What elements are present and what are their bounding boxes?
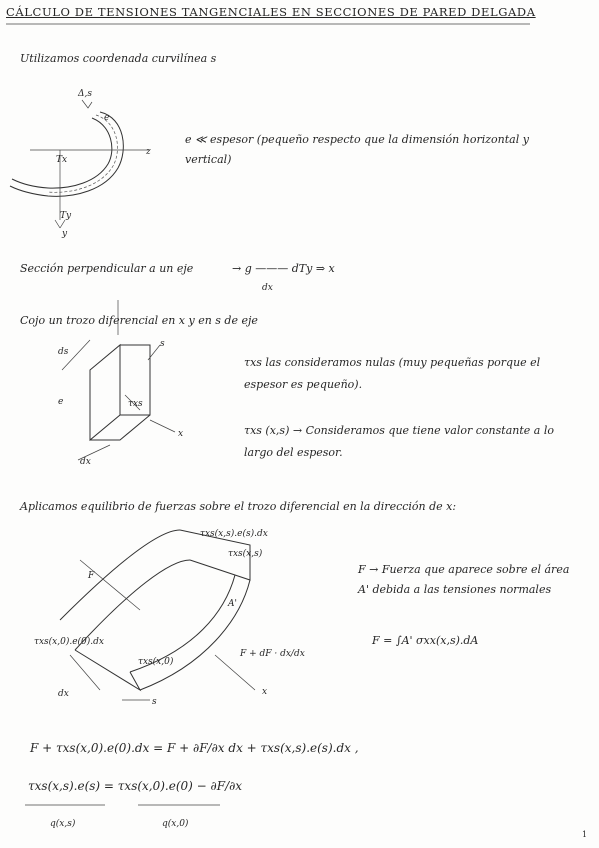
label-dx-element: dx <box>80 457 91 467</box>
section2-formula: → g ——— dTy ⇒ x <box>232 262 335 275</box>
q-x-s: q(x,s) <box>50 819 76 829</box>
x-axis-element <box>150 420 175 432</box>
intro-text: Utilizamos coordenada curvilínea s <box>20 52 217 65</box>
equilibrium-equation: F + τxs(x,0).e(0).dx = F + ∂F/∂x dx + τxs(x,s).e(s).dx , <box>30 741 359 755</box>
label-dx-4: dx <box>58 689 69 699</box>
strip-front-outer <box>140 580 250 690</box>
F-arrow <box>80 560 140 610</box>
label-x-element: x <box>178 429 184 439</box>
label-F-dF: F + dF · dx/dx <box>240 649 305 659</box>
label-y: y <box>62 229 68 239</box>
section2-dx: dx <box>262 283 273 293</box>
free-body-diagram <box>60 530 255 700</box>
thin-wall-section-diagram <box>10 100 150 228</box>
q-x-0: q(x,0) <box>162 819 189 829</box>
label-ds: ds <box>58 347 69 357</box>
label-e-element: e <box>58 397 64 407</box>
note-tau-null: τxs las consideramos nulas (muy pequeñas porque el espesor es pequeño). <box>244 356 541 391</box>
label-tx: Tx <box>56 155 68 165</box>
label-top-flow: τxs(x,s).e(s).dx <box>200 529 268 539</box>
page-number: 1 <box>582 830 588 839</box>
label-F: F <box>88 571 95 581</box>
dx-dim-4 <box>70 655 100 690</box>
force-definition: F → Fuerza que aparece sobre el área A' debida a las tensiones normales <box>358 563 570 596</box>
s-arrow <box>82 100 92 108</box>
label-s: s <box>160 339 165 349</box>
page-title: CÁLCULO DE TENSIONES TANGENCIALES EN SECCIONES DE PARED DELGADA <box>6 5 536 19</box>
label-left-flow: τxs(x,0).e(0).dx <box>34 637 104 647</box>
label-e: e <box>104 113 110 123</box>
label-tau-top: τxs(x,s) <box>228 549 263 559</box>
note-tau-constant: τxs (x,s) → Consideramos que tiene valor constante a lo largo del espesor. <box>244 424 554 459</box>
label-s-4: s <box>152 697 157 707</box>
shear-flow-equation: τxs(x,s).e(s) = τxs(x,0).e(0) − ∂F/∂x <box>28 779 243 793</box>
section3-text: Cojo un trozo diferencial en x y en s de eje <box>20 314 258 327</box>
strip-bottom-cut <box>75 650 140 690</box>
label-tau-mid: τxs(x,0) <box>138 657 174 667</box>
label-z: z <box>146 147 151 157</box>
force-integral: F = ∫A' σxx(x,s).dA <box>372 634 479 647</box>
element-bottom <box>90 415 150 440</box>
strip-back-edge-outer <box>60 530 180 620</box>
thickness-note: e ≪ espesor (pequeño respecto que la dimensión horizontal y vertical) <box>185 133 529 166</box>
label-x-4: x <box>262 687 268 697</box>
element-left-face <box>90 345 120 440</box>
section4-text: Aplicamos equilibrio de fuerzas sobre el trozo diferencial en la dirección de x: <box>20 500 457 513</box>
label-ty: Ty <box>60 211 72 221</box>
label-delta-s: Δ,s <box>78 89 92 99</box>
label-A-prime: A' <box>228 599 237 609</box>
label-tauxs-element: τxs <box>128 399 143 409</box>
section2-text: Sección perpendicular a un eje <box>20 262 194 275</box>
